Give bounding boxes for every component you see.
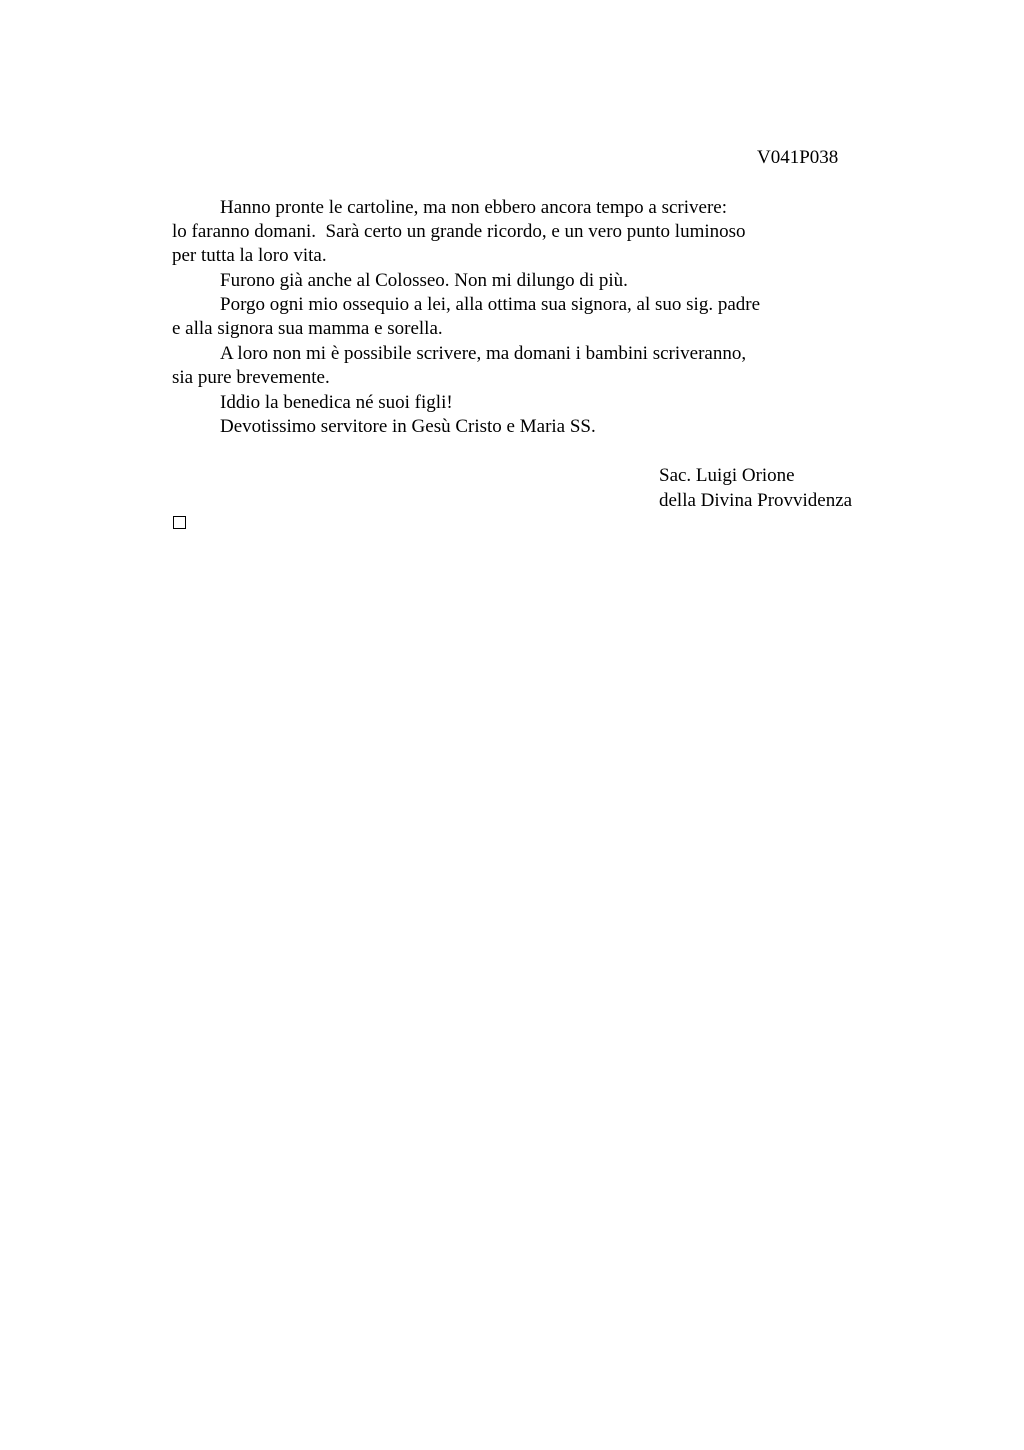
body-line: e alla signora sua mamma e sorella. xyxy=(172,318,443,339)
body-line: Furono già anche al Colosseo. Non mi dilungo di più. xyxy=(220,270,628,291)
signature-name: Sac. Luigi Orione xyxy=(659,465,795,486)
body-line: lo faranno domani. Sarà certo un grande ricordo, e un vero punto luminoso xyxy=(172,221,746,242)
body-line: per tutta la loro vita. xyxy=(172,245,327,266)
body-line: Iddio la benedica né suoi figli! xyxy=(220,392,453,413)
body-line: A loro non mi è possibile scrivere, ma domani i bambini scriveranno, xyxy=(220,343,747,364)
body-line: Hanno pronte le cartoline, ma non ebbero ancora tempo a scrivere: xyxy=(220,197,727,218)
signature-title: della Divina Provvidenza xyxy=(659,490,853,511)
body-line: Porgo ogni mio ossequio a lei, alla ottima sua signora, al suo sig. padre xyxy=(220,294,761,315)
body-line: sia pure brevemente. xyxy=(172,367,330,388)
body-line: Devotissimo servitore in Gesù Cristo e Maria SS. xyxy=(220,416,596,437)
page-code: V041P038 xyxy=(757,147,839,168)
square-glyph-icon xyxy=(173,516,186,529)
